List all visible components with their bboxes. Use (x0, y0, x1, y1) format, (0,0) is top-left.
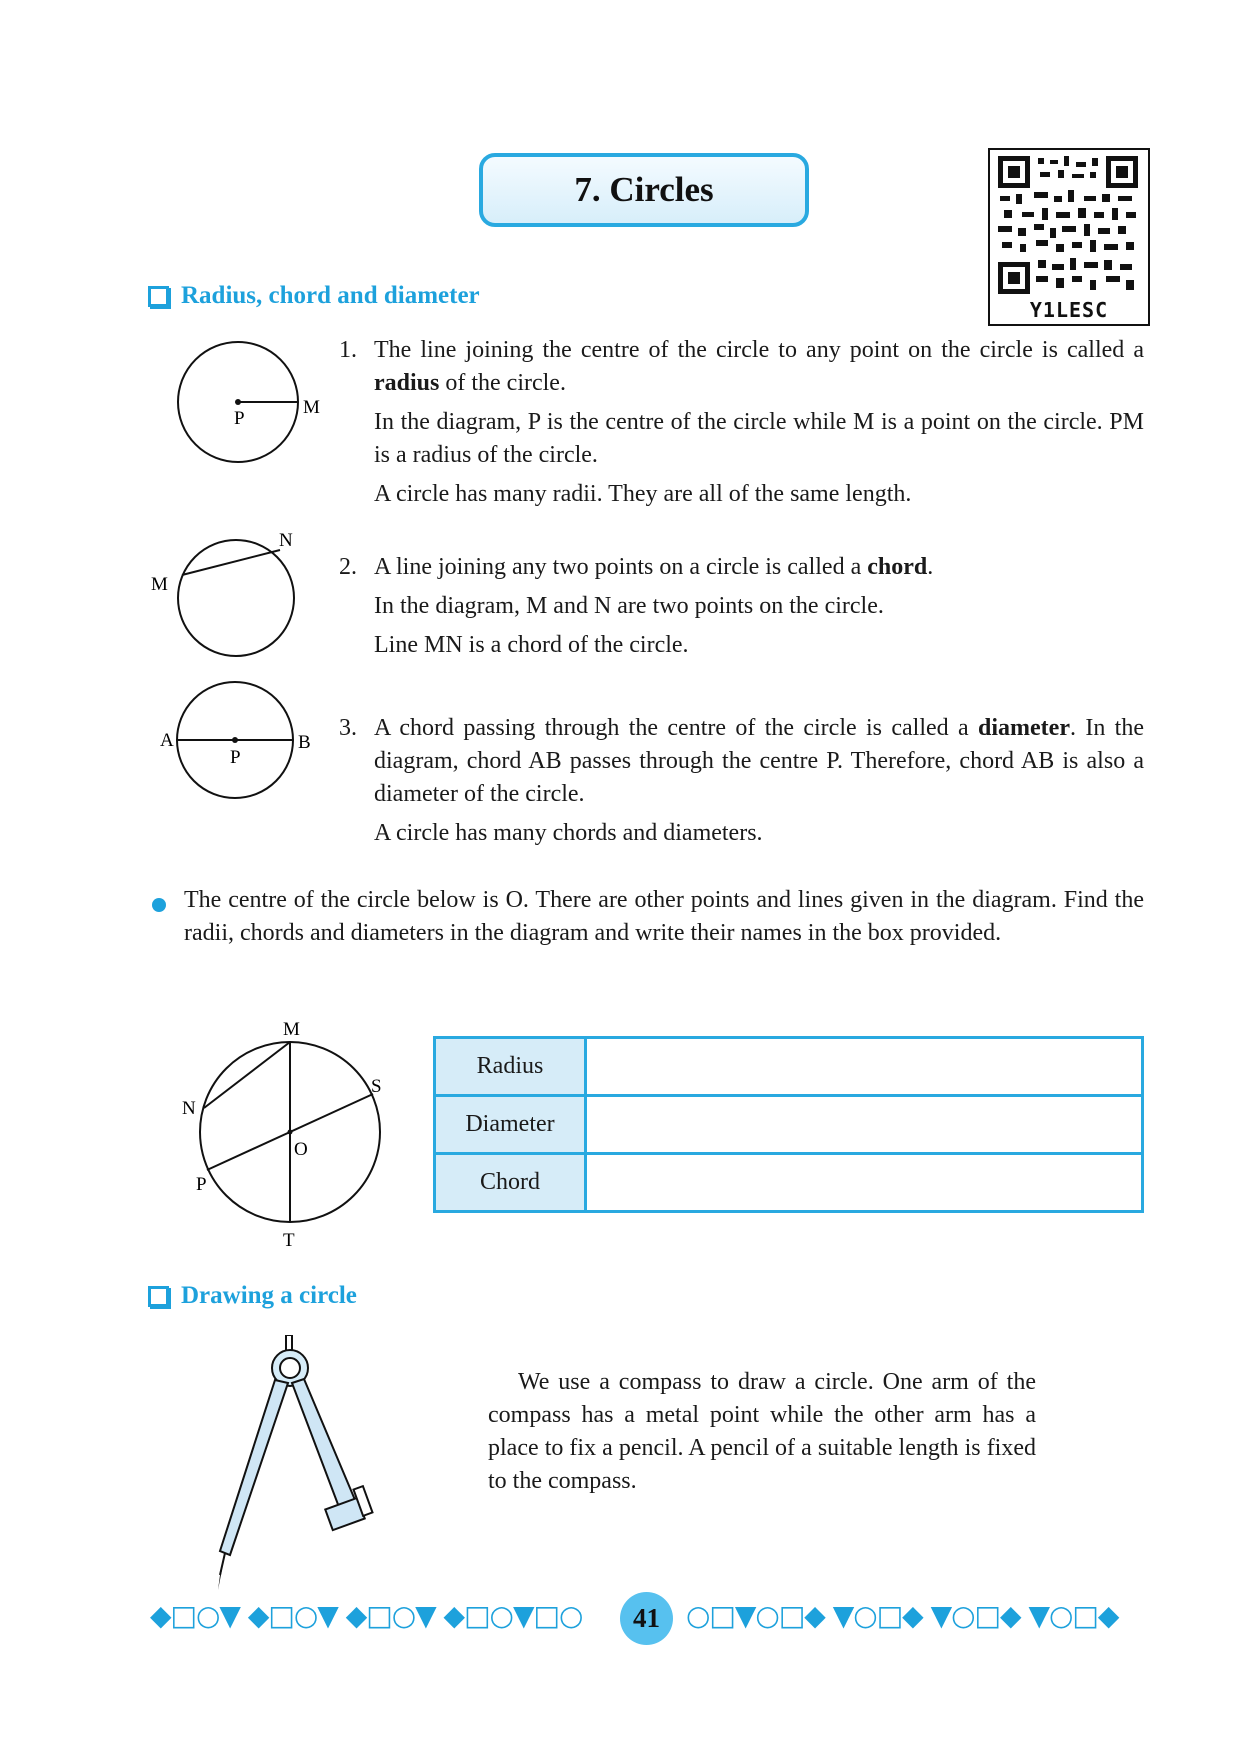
table-row (435, 1038, 1143, 1096)
checkbox-square-icon (148, 1286, 169, 1307)
label-b: B (298, 732, 311, 753)
qr-code-icon (998, 156, 1140, 296)
label-p: P (234, 408, 245, 429)
exercise-circle-diagram (170, 1010, 400, 1250)
item-paragraph: A circle has many radii. They are all of the same length. (374, 481, 912, 507)
label-n: N (279, 530, 293, 551)
item-paragraph: In the diagram, M and N are two points on the circle. (374, 593, 884, 619)
row-label-radius: Radius (435, 1038, 586, 1096)
item-radius (339, 334, 1144, 517)
item-diameter (339, 712, 1144, 856)
qr-code[interactable] (988, 148, 1150, 326)
section-heading-text: Radius, chord and diameter (181, 282, 480, 309)
chapter-title: 7. Circles (479, 153, 809, 227)
label-o: O (294, 1139, 308, 1160)
item-chord (339, 551, 1144, 668)
checkbox-square-icon (148, 286, 169, 307)
centre-point (235, 399, 241, 405)
item-paragraph: A chord passing through the centre of the circle is called a diameter. In the diagram, chord AB passes through the centre P. Therefore, chord AB is also a diameter of the circle. (374, 715, 1144, 807)
section-heading-text: Drawing a circle (181, 1282, 357, 1309)
term-radius: radius (374, 370, 440, 396)
label-n: N (182, 1098, 196, 1119)
compass-description: We use a compass to draw a circle. One arm of the compass has a metal point while the other arm has a place to fix a pencil. A pencil of a suitable length is fixed to the compass. (488, 1369, 1036, 1494)
label-s: S (371, 1076, 382, 1097)
term-chord: chord (867, 554, 928, 580)
table-row (435, 1154, 1143, 1212)
label-m: M (303, 397, 320, 418)
qr-code-label: Y1LESC (1029, 298, 1109, 322)
diameter-diagram (155, 678, 325, 808)
item-number: 1. (339, 337, 357, 363)
footer-pattern-left: ◆□○▼ ◆□○▼ ◆□○▼ ◆□○▼□○ (150, 1599, 583, 1632)
item-paragraph: Line MN is a chord of the circle. (374, 632, 689, 658)
exercise-instructions: The centre of the circle below is O. There are other points and lines given in the diagram. Find the radii, chords and diameters in the diagram and write their names in the box provided. (184, 887, 1144, 946)
answer-table (433, 1036, 1144, 1213)
row-label-chord: Chord (435, 1154, 586, 1212)
term-diameter: diameter (978, 715, 1070, 741)
item-number: 3. (339, 715, 357, 741)
label-m: M (283, 1019, 300, 1040)
answer-cell-chord[interactable] (586, 1154, 1143, 1212)
section-heading-radius-chord-diameter (148, 282, 480, 310)
label-p: P (196, 1174, 207, 1195)
item-paragraph: A circle has many chords and diameters. (374, 820, 763, 846)
label-a: A (160, 730, 174, 751)
item-paragraph: In the diagram, P is the centre of the circle while M is a point on the circle. PM is a radius of the circle. (374, 409, 1144, 468)
table-row (435, 1096, 1143, 1154)
item-paragraph: The line joining the centre of the circle to any point on the circle is called a radius of the circle. (374, 337, 1144, 396)
label-t: T (283, 1230, 295, 1250)
row-label-diameter: Diameter (435, 1096, 586, 1154)
compass-icon (200, 1335, 400, 1595)
section-heading-drawing-circle (148, 1282, 357, 1310)
label-p: P (230, 747, 241, 768)
centre-point (288, 1130, 293, 1135)
answer-cell-diameter[interactable] (586, 1096, 1143, 1154)
label-m: M (151, 574, 168, 595)
radius-diagram (170, 335, 330, 470)
item-number: 2. (339, 554, 357, 580)
page-number: 41 (620, 1592, 673, 1645)
circle-outline (178, 540, 294, 656)
item-paragraph: A line joining any two points on a circle is called a chord. (374, 554, 934, 580)
answer-cell-radius[interactable] (586, 1038, 1143, 1096)
chord-diagram (145, 530, 305, 665)
bullet-icon (152, 898, 166, 912)
centre-point (232, 737, 238, 743)
chord-line (182, 550, 280, 575)
footer-pattern-right: ○□▼○□◆ ▼○□◆ ▼○□◆ ▼○□◆ (686, 1599, 1119, 1632)
